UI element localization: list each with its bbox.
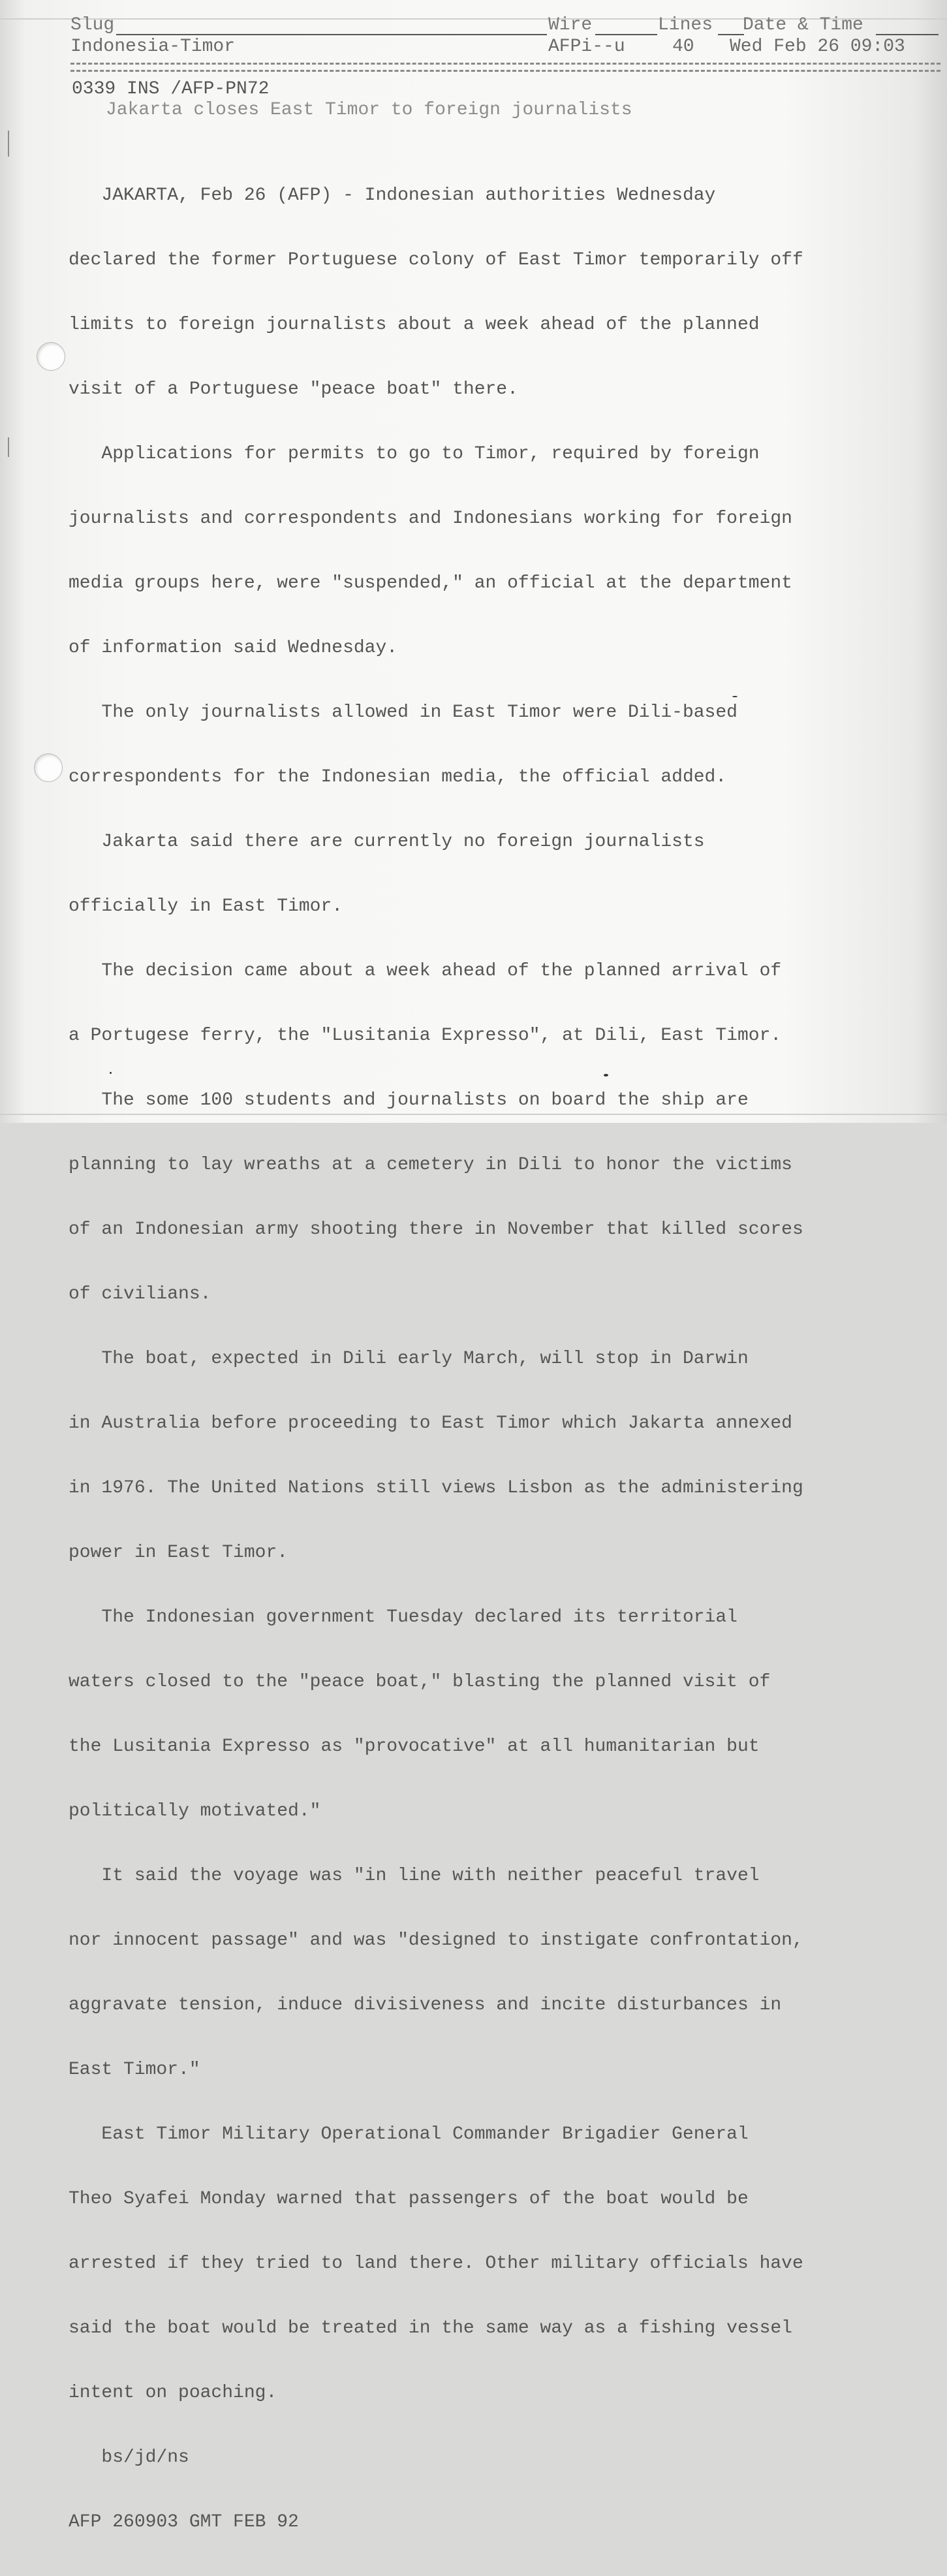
slug-underline bbox=[116, 34, 547, 35]
body-line: waters closed to the "peace boat," blasting the planned visit of bbox=[69, 1672, 771, 1692]
body-line: planning to lay wreaths at a cemetery in Dili to honor the victims bbox=[69, 1155, 792, 1175]
body-line: visit of a Portuguese "peace boat" there. bbox=[69, 379, 518, 400]
scan-speck bbox=[604, 1074, 608, 1076]
slug-label: Slug bbox=[70, 15, 115, 35]
story-body bbox=[69, 142, 937, 2576]
body-line: East Timor Military Operational Commander Brigadier General bbox=[69, 2124, 749, 2144]
body-line: said the boat would be treated in the same way as a fishing vessel bbox=[69, 2318, 792, 2338]
scan-speck bbox=[732, 696, 737, 697]
body-line: correspondents for the Indonesian media, the official added. bbox=[69, 767, 727, 787]
body-line: The only journalists allowed in East Timor were Dili-based bbox=[69, 702, 737, 723]
body-line: limits to foreign journalists about a week ahead of the planned bbox=[69, 315, 760, 335]
body-line: in 1976. The United Nations still views Lisbon as the administering bbox=[69, 1478, 803, 1498]
body-line: of information said Wednesday. bbox=[69, 638, 398, 658]
body-line: aggravate tension, induce divisiveness and incite disturbances in bbox=[69, 1995, 782, 2015]
body-line: bs/jd/ns bbox=[69, 2447, 189, 2468]
body-line: politically motivated." bbox=[69, 1801, 321, 1821]
body-line: The boat, expected in Dili early March, will stop in Darwin bbox=[69, 1349, 749, 1369]
story-headline: Jakarta closes East Timor to foreign journalists bbox=[106, 100, 632, 120]
body-line: power in East Timor. bbox=[69, 1543, 288, 1563]
body-line: AFP 260903 GMT FEB 92 bbox=[69, 2512, 299, 2532]
story-code: 0339 INS /AFP-PN72 bbox=[72, 79, 270, 99]
wire-underline bbox=[595, 34, 657, 35]
header-rule bbox=[70, 63, 940, 72]
left-edge-mark bbox=[8, 437, 9, 457]
slug-value: Indonesia-Timor bbox=[70, 37, 236, 57]
left-edge-mark bbox=[8, 131, 9, 157]
body-line: of an Indonesian army shooting there in November that killed scores bbox=[69, 1219, 803, 1240]
body-line: nor innocent passage" and was "designed to instigate confrontation, bbox=[69, 1930, 803, 1951]
body-line: of civilians. bbox=[69, 1284, 211, 1304]
punch-hole-upper bbox=[37, 342, 65, 371]
wire-value: AFPi--u bbox=[548, 37, 625, 57]
body-line: JAKARTA, Feb 26 (AFP) - Indonesian authorities Wednesday bbox=[69, 185, 716, 206]
body-line: in Australia before proceeding to East Timor which Jakarta annexed bbox=[69, 1413, 792, 1434]
body-line: media groups here, were "suspended," an official at the department bbox=[69, 573, 792, 593]
body-line: East Timor." bbox=[69, 2060, 200, 2080]
body-line: Theo Syafei Monday warned that passengers of the boat would be bbox=[69, 2189, 749, 2209]
body-line: journalists and correspondents and Indonesians working for foreign bbox=[69, 509, 792, 529]
body-line: The Indonesian government Tuesday declared its territorial bbox=[69, 1607, 737, 1627]
body-line: a Portugese ferry, the "Lusitania Expresso", at Dili, East Timor. bbox=[69, 1026, 782, 1046]
wire-label: Wire bbox=[548, 15, 593, 35]
body-line: officially in East Timor. bbox=[69, 896, 343, 917]
datetime-value: Wed Feb 26 09:03 bbox=[730, 37, 905, 57]
lines-value: 40 bbox=[672, 37, 694, 57]
lines-label: Lines bbox=[658, 15, 713, 35]
body-line: The some 100 students and journalists on board the ship are bbox=[69, 1090, 749, 1110]
body-line: the Lusitania Expresso as "provocative" at all humanitarian but bbox=[69, 1736, 760, 1757]
body-line: declared the former Portuguese colony of East Timor temporarily off bbox=[69, 250, 803, 270]
lines-underline bbox=[718, 34, 744, 35]
body-line: arrested if they tried to land there. Other military officials have bbox=[69, 2254, 803, 2274]
body-line: intent on poaching. bbox=[69, 2383, 277, 2403]
punch-hole-lower bbox=[34, 753, 63, 782]
scan-speck bbox=[110, 1072, 112, 1074]
body-line: The decision came about a week ahead of the planned arrival of bbox=[69, 961, 782, 981]
datetime-underline bbox=[876, 34, 939, 35]
datetime-label: Date & Time bbox=[743, 15, 863, 35]
body-line: Applications for permits to go to Timor, required by foreign bbox=[69, 444, 760, 464]
body-line: It said the voyage was "in line with neither peaceful travel bbox=[69, 1866, 760, 1886]
body-line: Jakarta said there are currently no foreign journalists bbox=[69, 832, 705, 852]
